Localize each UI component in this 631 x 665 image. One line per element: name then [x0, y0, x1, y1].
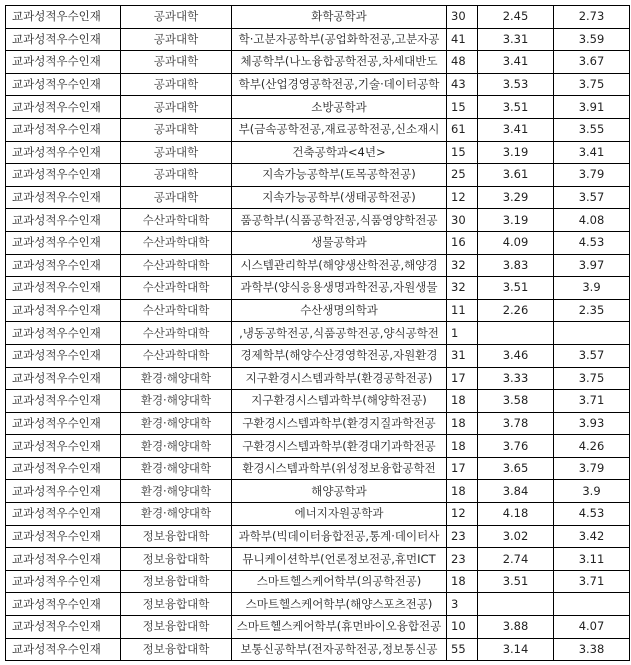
average-grade-cell: 3.84: [478, 480, 554, 503]
category-cell: 교과성적우수인재: [6, 593, 121, 616]
college-cell: 수산과학대학: [121, 344, 232, 367]
department-cell-text: 생물공학과: [311, 235, 367, 250]
college-cell: 환경·해양대학: [121, 503, 232, 526]
average-grade-cell: 4.09: [478, 231, 554, 254]
college-cell: 정보융합대학: [121, 638, 232, 661]
quota-cell: 10: [447, 616, 478, 639]
category-cell: 교과성적우수인재: [6, 638, 121, 661]
department-cell: [232, 299, 447, 322]
category-cell: 교과성적우수인재: [6, 96, 121, 119]
department-cell-text: 스마트헬스케어학부(해양스포츠전공): [245, 596, 433, 611]
department-cell-text: 스마트헬스케어학부(휴먼바이오융합전공: [236, 619, 442, 634]
college-cell: 수산과학대학: [121, 299, 232, 322]
quota-cell: 18: [447, 412, 478, 435]
department-cell-text: 시스템관리학부(해양생산학전공,해양경: [240, 257, 438, 272]
table-row: [6, 412, 630, 435]
quota-cell: 55: [447, 638, 478, 661]
college-cell: 공과대학: [121, 6, 232, 29]
department-cell-text: 지속가능공학부(토목공학전공): [262, 167, 416, 182]
college-cell: 공과대학: [121, 118, 232, 141]
department-cell: [232, 51, 447, 74]
cutoff-grade-cell: [554, 593, 630, 616]
category-cell: 교과성적우수인재: [6, 480, 121, 503]
department-cell: [232, 503, 447, 526]
table-row: [6, 118, 630, 141]
college-cell: 환경·해양대학: [121, 435, 232, 458]
category-cell: 교과성적우수인재: [6, 435, 121, 458]
college-cell: 환경·해양대학: [121, 412, 232, 435]
department-cell: [232, 96, 447, 119]
table-row: [6, 457, 630, 480]
quota-cell: 23: [447, 548, 478, 571]
admission-results-table-container: [5, 5, 629, 661]
department-cell: [232, 164, 447, 187]
table-row: [6, 254, 630, 277]
department-cell-text: 환경시스템과학부(위성정보융합공학전: [242, 461, 436, 476]
average-grade-cell: [478, 322, 554, 345]
average-grade-cell: 3.29: [478, 186, 554, 209]
table-row: [6, 503, 630, 526]
table-row: [6, 367, 630, 390]
cutoff-grade-cell: 3.57: [554, 186, 630, 209]
table-row: [6, 322, 630, 345]
college-cell: 정보융합대학: [121, 616, 232, 639]
average-grade-cell: 3.76: [478, 435, 554, 458]
average-grade-cell: 3.51: [478, 570, 554, 593]
average-grade-cell: 3.19: [478, 141, 554, 164]
table-row: [6, 570, 630, 593]
college-cell: 공과대학: [121, 141, 232, 164]
average-grade-cell: 4.18: [478, 503, 554, 526]
cutoff-grade-cell: 3.55: [554, 118, 630, 141]
quota-cell: 43: [447, 73, 478, 96]
table-row: [6, 548, 630, 571]
department-cell-text: 부(금속공학전공,재료공학전공,신소재시: [238, 122, 440, 137]
cutoff-grade-cell: 3.75: [554, 367, 630, 390]
cutoff-grade-cell: 3.41: [554, 141, 630, 164]
table-row: [6, 480, 630, 503]
quota-cell: 18: [447, 480, 478, 503]
table-row: [6, 141, 630, 164]
college-cell: 정보융합대학: [121, 570, 232, 593]
quota-cell: 25: [447, 164, 478, 187]
department-cell-text: 건축공학과<4년>: [292, 144, 386, 159]
category-cell: 교과성적우수인재: [6, 164, 121, 187]
department-cell-text: 보통신공학부(전자공학전공,정보통신공: [240, 641, 438, 656]
average-grade-cell: 3.51: [478, 277, 554, 300]
table-row: [6, 186, 630, 209]
department-cell: [232, 570, 447, 593]
department-cell-text: 지구환경시스템과학부(해양학전공): [251, 393, 427, 408]
category-cell: 교과성적우수인재: [6, 277, 121, 300]
college-cell: 수산과학대학: [121, 322, 232, 345]
department-cell-text: ,냉동공학전공,식품공학전공,양식공학전: [239, 325, 439, 340]
cutoff-grade-cell: 3.75: [554, 73, 630, 96]
average-grade-cell: 3.02: [478, 525, 554, 548]
average-grade-cell: 3.58: [478, 390, 554, 413]
category-cell: 교과성적우수인재: [6, 412, 121, 435]
category-cell: 교과성적우수인재: [6, 231, 121, 254]
cutoff-grade-cell: 3.79: [554, 457, 630, 480]
department-cell: [232, 209, 447, 232]
category-cell: 교과성적우수인재: [6, 322, 121, 345]
cutoff-grade-cell: 3.93: [554, 412, 630, 435]
table-row: [6, 344, 630, 367]
department-cell-text: 경제학부(해양수산경영학전공,자원환경: [240, 348, 438, 363]
department-cell: [232, 367, 447, 390]
table-row: [6, 6, 630, 29]
table-row: [6, 593, 630, 616]
department-cell-text: 화학공학과: [311, 9, 367, 24]
department-cell-text: 체공학부(나노융합공학전공,차세대반도: [240, 54, 438, 69]
quota-cell: 23: [447, 525, 478, 548]
college-cell: 공과대학: [121, 51, 232, 74]
cutoff-grade-cell: 3.71: [554, 570, 630, 593]
category-cell: 교과성적우수인재: [6, 6, 121, 29]
table-row: [6, 231, 630, 254]
cutoff-grade-cell: 3.59: [554, 28, 630, 51]
average-grade-cell: 3.65: [478, 457, 554, 480]
college-cell: 환경·해양대학: [121, 480, 232, 503]
category-cell: 교과성적우수인재: [6, 299, 121, 322]
category-cell: 교과성적우수인재: [6, 209, 121, 232]
department-cell-text: 지구환경시스템과학부(환경공학전공): [245, 370, 433, 385]
average-grade-cell: 3.53: [478, 73, 554, 96]
department-cell-text: 구환경시스템과학부(환경대기과학전공: [242, 438, 436, 453]
college-cell: 정보융합대학: [121, 548, 232, 571]
department-cell: [232, 616, 447, 639]
quota-cell: 17: [447, 367, 478, 390]
category-cell: 교과성적우수인재: [6, 28, 121, 51]
department-cell-text: 소방공학과: [311, 99, 367, 114]
cutoff-grade-cell: 4.26: [554, 435, 630, 458]
college-cell: 환경·해양대학: [121, 367, 232, 390]
quota-cell: 48: [447, 51, 478, 74]
department-cell: [232, 186, 447, 209]
department-cell-text: 스마트헬스케어학부(의공학전공): [256, 574, 422, 589]
department-cell-text: 지속가능공학부(생태공학전공): [262, 190, 416, 205]
quota-cell: 11: [447, 299, 478, 322]
average-grade-cell: 3.46: [478, 344, 554, 367]
college-cell: 공과대학: [121, 164, 232, 187]
college-cell: 정보융합대학: [121, 593, 232, 616]
table-row: [6, 96, 630, 119]
cutoff-grade-cell: 3.38: [554, 638, 630, 661]
college-cell: 공과대학: [121, 186, 232, 209]
category-cell: 교과성적우수인재: [6, 254, 121, 277]
table-row: [6, 51, 630, 74]
department-cell: [232, 28, 447, 51]
average-grade-cell: 3.14: [478, 638, 554, 661]
average-grade-cell: 3.61: [478, 164, 554, 187]
cutoff-grade-cell: 3.79: [554, 164, 630, 187]
cutoff-grade-cell: 3.9: [554, 480, 630, 503]
cutoff-grade-cell: 3.42: [554, 525, 630, 548]
department-cell: [232, 412, 447, 435]
category-cell: 교과성적우수인재: [6, 616, 121, 639]
department-cell: [232, 457, 447, 480]
average-grade-cell: 3.78: [478, 412, 554, 435]
department-cell-text: 학부(산업경영공학전공,기술·데이터공학: [238, 77, 440, 92]
average-grade-cell: 3.33: [478, 367, 554, 390]
college-cell: 수산과학대학: [121, 254, 232, 277]
cutoff-grade-cell: [554, 322, 630, 345]
quota-cell: 15: [447, 141, 478, 164]
cutoff-grade-cell: 3.11: [554, 548, 630, 571]
category-cell: 교과성적우수인재: [6, 141, 121, 164]
department-cell: [232, 344, 447, 367]
category-cell: 교과성적우수인재: [6, 344, 121, 367]
college-cell: 수산과학대학: [121, 209, 232, 232]
category-cell: 교과성적우수인재: [6, 390, 121, 413]
college-cell: 수산과학대학: [121, 277, 232, 300]
department-cell-text: 에너지자원공학과: [294, 506, 384, 521]
table-row: [6, 28, 630, 51]
category-cell: 교과성적우수인재: [6, 51, 121, 74]
table-row: [6, 299, 630, 322]
quota-cell: 12: [447, 186, 478, 209]
quota-cell: 18: [447, 570, 478, 593]
category-cell: 교과성적우수인재: [6, 118, 121, 141]
cutoff-grade-cell: 2.35: [554, 299, 630, 322]
average-grade-cell: 3.83: [478, 254, 554, 277]
quota-cell: 32: [447, 277, 478, 300]
cutoff-grade-cell: 4.53: [554, 231, 630, 254]
department-cell-text: 수산생명의학과: [300, 303, 378, 318]
quota-cell: 1: [447, 322, 478, 345]
category-cell: 교과성적우수인재: [6, 73, 121, 96]
quota-cell: 30: [447, 6, 478, 29]
cutoff-grade-cell: 3.91: [554, 96, 630, 119]
college-cell: 정보융합대학: [121, 525, 232, 548]
category-cell: 교과성적우수인재: [6, 457, 121, 480]
quota-cell: 12: [447, 503, 478, 526]
department-cell: [232, 6, 447, 29]
quota-cell: 18: [447, 435, 478, 458]
cutoff-grade-cell: 3.67: [554, 51, 630, 74]
department-cell: [232, 638, 447, 661]
category-cell: 교과성적우수인재: [6, 570, 121, 593]
department-cell: [232, 277, 447, 300]
department-cell-text: 과학부(빅데이터융합전공,통계·데이터사: [238, 528, 440, 543]
college-cell: 수산과학대학: [121, 231, 232, 254]
average-grade-cell: [478, 593, 554, 616]
table-row: [6, 73, 630, 96]
college-cell: 환경·해양대학: [121, 390, 232, 413]
department-cell: [232, 525, 447, 548]
college-cell: 공과대학: [121, 96, 232, 119]
average-grade-cell: 2.74: [478, 548, 554, 571]
average-grade-cell: 3.19: [478, 209, 554, 232]
college-cell: 환경·해양대학: [121, 457, 232, 480]
department-cell: [232, 118, 447, 141]
table-row: [6, 390, 630, 413]
department-cell: [232, 390, 447, 413]
category-cell: 교과성적우수인재: [6, 525, 121, 548]
department-cell: [232, 141, 447, 164]
quota-cell: 16: [447, 231, 478, 254]
cutoff-grade-cell: 3.9: [554, 277, 630, 300]
category-cell: 교과성적우수인재: [6, 367, 121, 390]
table-row: [6, 616, 630, 639]
department-cell: [232, 480, 447, 503]
cutoff-grade-cell: 3.57: [554, 344, 630, 367]
department-cell: [232, 231, 447, 254]
department-cell-text: 과학부(양식응용생명과학전공,자원생물: [240, 280, 438, 295]
average-grade-cell: 3.51: [478, 96, 554, 119]
average-grade-cell: 3.41: [478, 51, 554, 74]
college-cell: 공과대학: [121, 28, 232, 51]
department-cell: [232, 435, 447, 458]
department-cell-text: 구환경시스템과학부(환경지질과학전공: [242, 415, 436, 430]
quota-cell: 3: [447, 593, 478, 616]
cutoff-grade-cell: 3.71: [554, 390, 630, 413]
department-cell: [232, 593, 447, 616]
department-cell-text: 뮤니케이션학부(언론정보전공,휴먼ICT: [242, 551, 436, 566]
table-row: [6, 525, 630, 548]
department-cell: [232, 548, 447, 571]
table-row: [6, 164, 630, 187]
cutoff-grade-cell: 3.97: [554, 254, 630, 277]
average-grade-cell: 3.41: [478, 118, 554, 141]
quota-cell: 32: [447, 254, 478, 277]
cutoff-grade-cell: 4.07: [554, 616, 630, 639]
quota-cell: 41: [447, 28, 478, 51]
average-grade-cell: 2.45: [478, 6, 554, 29]
department-cell: [232, 322, 447, 345]
cutoff-grade-cell: 4.53: [554, 503, 630, 526]
average-grade-cell: 3.88: [478, 616, 554, 639]
department-cell-text: 품공학부(식품공학전공,식품영양학전공: [240, 212, 438, 227]
quota-cell: 18: [447, 390, 478, 413]
quota-cell: 61: [447, 118, 478, 141]
department-cell: [232, 73, 447, 96]
average-grade-cell: 3.31: [478, 28, 554, 51]
department-cell-text: 해양공학과: [311, 483, 367, 498]
college-cell: 공과대학: [121, 73, 232, 96]
cutoff-grade-cell: 2.73: [554, 6, 630, 29]
department-cell: [232, 254, 447, 277]
category-cell: 교과성적우수인재: [6, 186, 121, 209]
category-cell: 교과성적우수인재: [6, 503, 121, 526]
table-row: [6, 209, 630, 232]
quota-cell: 17: [447, 457, 478, 480]
quota-cell: 31: [447, 344, 478, 367]
average-grade-cell: 2.26: [478, 299, 554, 322]
quota-cell: 15: [447, 96, 478, 119]
cutoff-grade-cell: 4.08: [554, 209, 630, 232]
quota-cell: 30: [447, 209, 478, 232]
department-cell-text: 학·고분자공학부(공업화학전공,고분자공: [238, 31, 440, 46]
table-row: [6, 277, 630, 300]
table-row: [6, 638, 630, 661]
category-cell: 교과성적우수인재: [6, 548, 121, 571]
table-body: [6, 6, 630, 661]
admission-results-table: [5, 5, 630, 661]
table-row: [6, 435, 630, 458]
